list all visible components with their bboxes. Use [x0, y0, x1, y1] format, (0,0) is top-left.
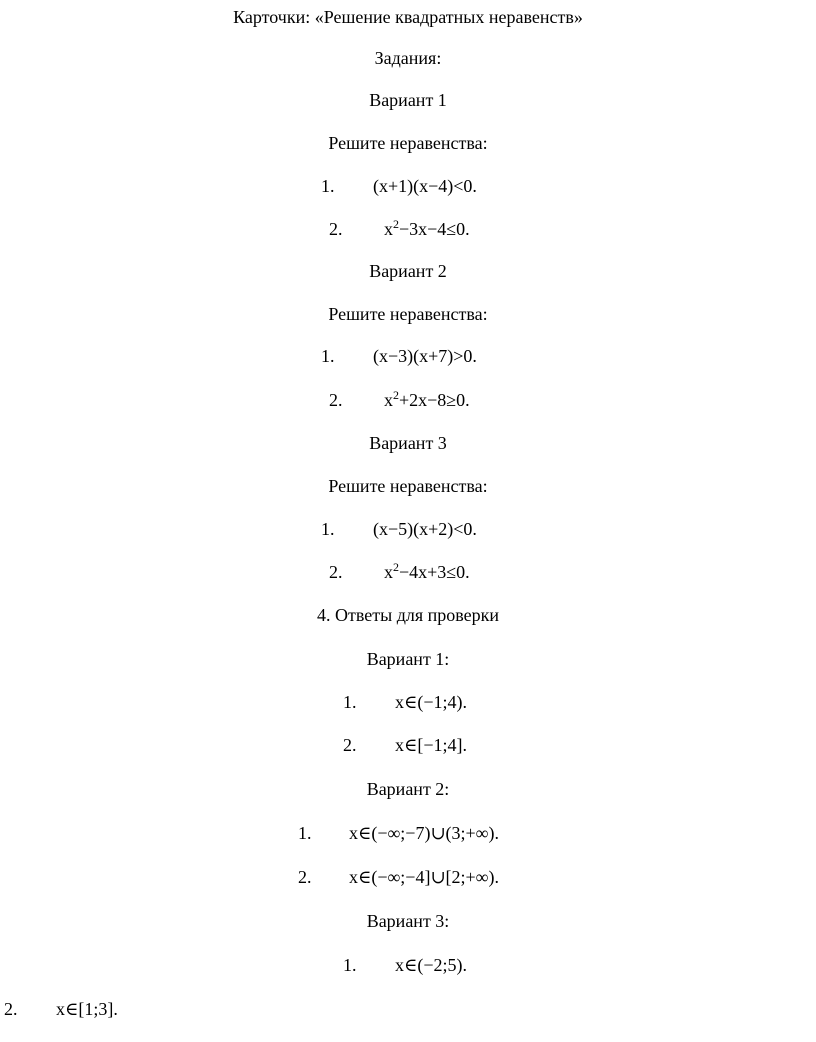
- answers-variant-1-heading: Вариант 1:: [366, 649, 450, 669]
- item-number: 1.: [321, 519, 335, 539]
- answers-variant-1-item-1-expr: x∈(−1;4).: [395, 692, 467, 712]
- variant-2-item-1: [321, 345, 335, 367]
- variant-1-item-1: [321, 175, 335, 197]
- answers-variant-3-item-2-expr: x∈[1;3].: [56, 999, 118, 1019]
- variant-2-item-2-expr: $x^2+2x-8\ge 0$.: [384, 388, 470, 410]
- variant-2-item-2: [329, 389, 343, 411]
- item-number: 2.: [329, 390, 343, 410]
- item-number: 1.: [321, 346, 335, 366]
- variant-1-heading: Вариант 1: [369, 90, 447, 110]
- answers-variant-2-heading: Вариант 2:: [366, 779, 450, 799]
- variant-1-item-2: [329, 218, 343, 240]
- answers-variant-1-item-2-num: 2.: [343, 735, 357, 755]
- variant-1-instruction: Решите неравенства:: [328, 133, 488, 153]
- item-number: 2.: [329, 219, 343, 239]
- answers-variant-3-item-1-num: 1.: [343, 955, 357, 975]
- answers-variant-1-item-1-num: 1.: [343, 692, 357, 712]
- variant-3-instruction: Решите неравенства:: [328, 476, 488, 496]
- answers-variant-1-item-2-expr: x∈[−1;4].: [395, 735, 467, 755]
- answers-variant-2-item-1-num: 1.: [298, 823, 312, 843]
- variant-1-item-2-expr: $x^2-3x-4\le 0$.: [384, 217, 470, 239]
- answers-variant-3-item-2-num: 2.: [4, 999, 18, 1019]
- answers-variant-2-item-2-num: 2.: [298, 867, 312, 887]
- variant-1-item-1-expr: (x+1)(x−4)<0.: [373, 176, 477, 196]
- answers-variant-3-heading: Вариант 3:: [366, 911, 450, 931]
- variant-2-heading: Вариант 2: [369, 261, 447, 281]
- answers-variant-2-item-1-expr: x∈(−∞;−7)∪(3;+∞).: [349, 823, 500, 843]
- variant-2-item-1-expr: (x−3)(x+7)>0.: [373, 346, 477, 366]
- answers-variant-3-item-1-expr: x∈(−2;5).: [395, 955, 467, 975]
- item-number: 1.: [321, 176, 335, 196]
- variant-3-heading: Вариант 3: [369, 433, 447, 453]
- answers-heading: 4. Ответы для проверки: [316, 605, 500, 625]
- variant-3-item-1-expr: (x−5)(x+2)<0.: [373, 519, 477, 539]
- variant-3-item-1: [321, 518, 335, 540]
- variant-2-instruction: Решите неравенства:: [328, 304, 488, 324]
- page-title: Карточки: «Решение квадратных неравенств»: [233, 7, 583, 27]
- variant-3-item-2-expr: $x^2-4x+3\le 0$.: [384, 560, 470, 582]
- item-number: 2.: [329, 562, 343, 582]
- tasks-heading: Задания:: [374, 48, 442, 68]
- variant-3-item-2: [329, 561, 343, 583]
- answers-variant-2-item-2-expr: x∈(−∞;−4]∪[2;+∞).: [349, 867, 500, 887]
